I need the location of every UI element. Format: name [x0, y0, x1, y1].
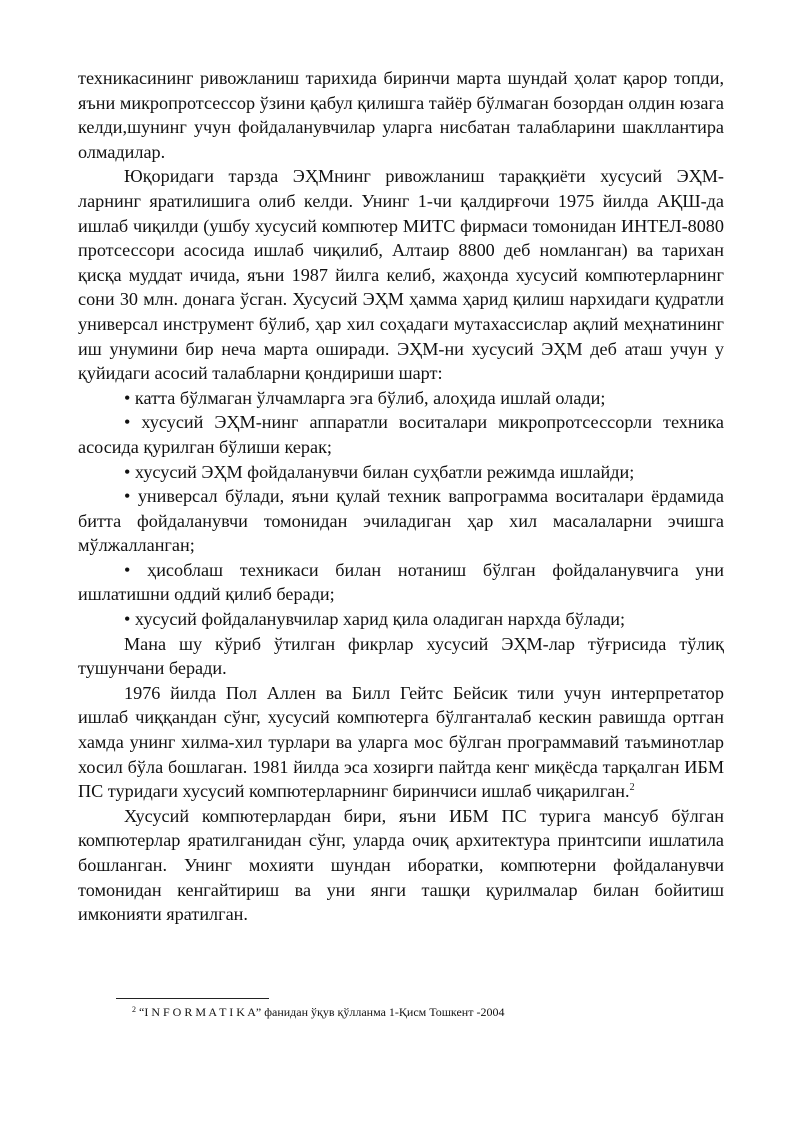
paragraph: Юқоридаги тарзда ЭҲМнинг ривожланиш тараққиёти хусусий ЭҲМ-ларнинг яратилишига олиб келди. Унинг 1-чи қалдирғочи 1975 йилда АҚШ-да ишлаб чиқилди (ушбу хусусий компютер МИТС фирмаси томонидан ИНТЕЛ-8080 протсессори асосида ишлаб чиқилиб, Алтаир 8800 деб номланган) ва тарихан қисқа муддат ичида, яъни 1987 йилга келиб, жаҳонда хусусий компютерларнинг сони 30 млн. донага ўсган. Хусусий ЭҲМ ҳамма ҳарид қилиш нархидаги қудратли универсал инструмент бўлиб, ҳар хил соҳадаги мутахассислар ақлий меҳнатининг иш унумини бир неча марта оширади. ЭҲМ-ни хусусий ЭҲМ деб аташ учун у қуйидаги асосий талабларни қондириши шарт:: [78, 166, 724, 384]
bullet-item: • универсал бўлади, яъни қулай техник вапрограмма воситалари ёрдамида битта фойдаланувчи томонидан эчиладиган ҳар хил масалаларни эчишга мўлжалланган;: [78, 486, 724, 556]
paragraph-with-footnote: [78, 681, 724, 804]
bullet-item: • хусусий ЭҲМ фойдаланувчи билан суҳбатли режимда ишлайди;: [124, 461, 635, 482]
footnote-number: 2: [132, 1005, 136, 1014]
paragraph-text: 1976 йилда Пол Аллен ва Билл Гейтс Бейсик тили учун интерпретатор ишлаб чиққандан сўнг, хусусий компютерга бўлганталаб кескин равишда ортган хамда унинг хилма-хил турлари ва уларга мос бўлган программавий таъминотлар хосил бўла бошлаган. 1981 йилда эса хозирги пайтда кенг миқёсда тарқалган ИБМ ПС туридаги хусусий компютерларнинг биринчиси ишлаб чиқарилган.: [78, 682, 724, 802]
bullet-item: • ҳисоблаш техникаси билан нотаниш бўлган фойдаланувчига уни ишлатишни оддий қилиб беради;: [78, 559, 724, 605]
bullet-item: • хусусий ЭҲМ-нинг аппаратли воситалари микропротсессорли техника асосида қурилган бўлиши керак;: [78, 412, 724, 457]
paragraph: Хусусий компютерлардан бири, яъни ИБМ ПС турига мансуб бўлган компютерлар яратилганидан сўнг, уларда очиқ архитектура принтсипи ишлатила бошланган. Унинг мохияти шундан иборатки, компютерни фойдаланувчи томонидан кенгайтириш ва уни янги ташқи қурилмалар билан бойитиш имконияти яратилган.: [78, 805, 724, 925]
footnote: [132, 1004, 504, 1020]
bullet-item: • катта бўлмаган ўлчамларга эга бўлиб, алоҳида ишлай олади;: [124, 387, 606, 408]
paragraph: техникасининг ривожланиш тарихида биринчи марта шундай ҳолат қарор топди, яъни микропротсессор ўзини қабул қилишга тайёр бўлмаган бозордан олдин юзага келди,шунинг учун фойдаланувчилар уларга нисбатан талабларини шакллантира олмадилар.: [78, 68, 724, 162]
bullet-item: • хусусий фойдаланувчилар харид қила оладиган нархда бўлади;: [124, 609, 626, 630]
footnote-reference: 2: [629, 782, 635, 794]
footnote-separator: [116, 998, 269, 999]
paragraph: Мана шу кўриб ўтилган фикрлар хусусий ЭҲМ-лар тўғрисида тўлиқ тушунчани беради.: [78, 633, 724, 679]
footnote-text: “I N F O R M A T I K A” фанидан ўқув қўлланма 1-Қисм Тошкент -2004: [139, 1005, 505, 1019]
document-body: [78, 66, 724, 927]
